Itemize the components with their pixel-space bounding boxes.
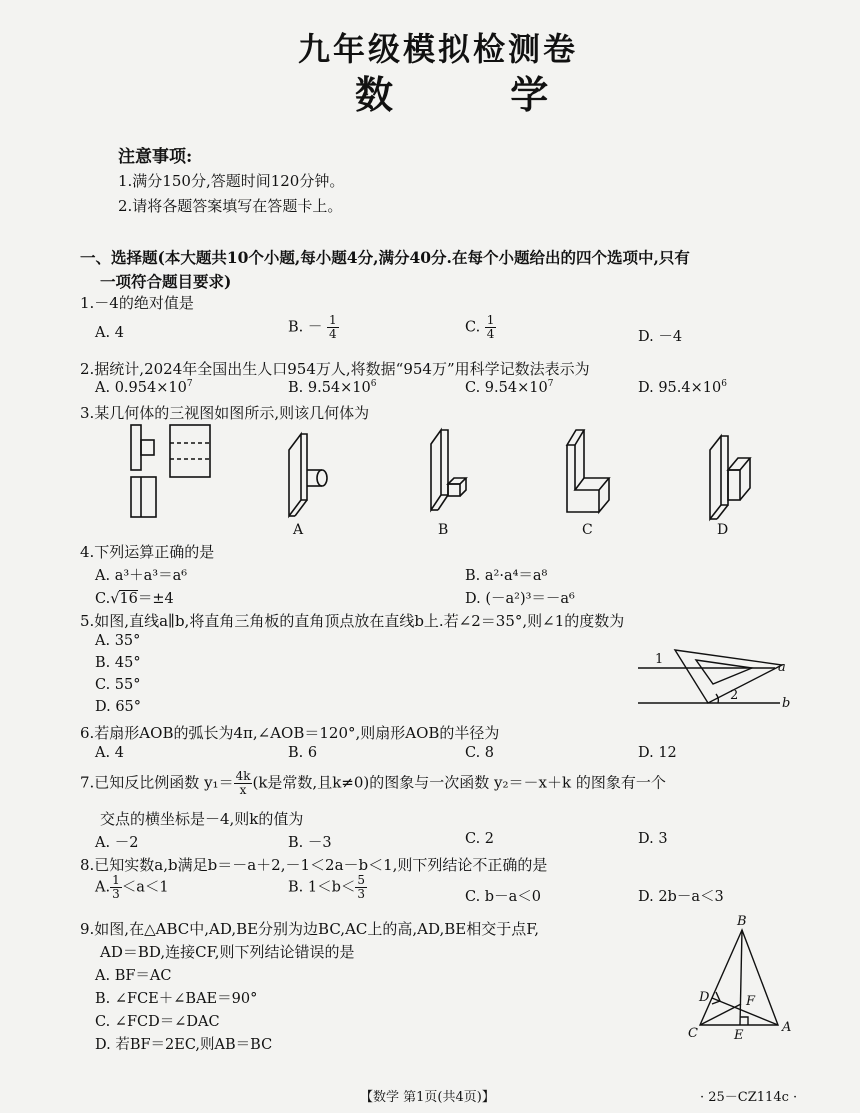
- q3-solid-b: [431, 430, 466, 510]
- q3-label-c: C: [582, 522, 593, 538]
- q9-option-c: C. ∠FCD＝∠DAC: [95, 1014, 220, 1030]
- q7-option-a: A. －2: [95, 835, 139, 851]
- q9-altitude-ad: [712, 998, 778, 1025]
- q6-option-d: D. 12: [638, 745, 677, 761]
- section-title-line1: 一、选择题(本大题共10个小题,每小题4分,满分40分.在每个小题给出的四个选项中,只有: [80, 248, 690, 267]
- q8-a-prefix: A.: [95, 879, 111, 896]
- q2-stem: 2.据统计,2024年全国出生人口954万人,将数据“954万”用科学记数法表示为: [80, 360, 590, 378]
- q3-solid-c: [567, 430, 609, 512]
- q9-label-f: F: [746, 994, 756, 1009]
- q5-angle-2-arc: [716, 694, 718, 703]
- q4-c-radicand: 16: [119, 591, 138, 607]
- q2-b-base: B. 9.54×10: [288, 379, 371, 396]
- q7-option-c: C. 2: [465, 831, 495, 847]
- q9-label-d: D: [699, 990, 710, 1005]
- q3-label-a: A: [293, 522, 304, 538]
- q3-label-d: D: [717, 522, 729, 538]
- subject-title: 数 学: [355, 72, 601, 117]
- q2-option-b: [288, 379, 377, 396]
- q8-option-c: C. b－a＜0: [465, 889, 541, 905]
- q3-label-b: B: [438, 522, 449, 538]
- q7-option-b: B. －3: [288, 835, 332, 851]
- q5-triangle-inner: [696, 660, 752, 684]
- notice-item-1: 1.满分150分,答题时间120分钟。: [118, 172, 345, 190]
- q1-option-c: [465, 314, 496, 341]
- q9-label-e: E: [734, 1028, 744, 1043]
- q2-c-base: C. 9.54×10: [465, 379, 548, 396]
- q1-option-c-prefix: C.: [465, 319, 481, 336]
- q5-label-1: 1: [655, 652, 664, 667]
- q1-option-b-prefix: B. －: [288, 319, 323, 336]
- q6-option-b: B. 6: [288, 745, 318, 761]
- q5-option-c: C. 55°: [95, 677, 141, 693]
- q1-option-a: A. 4: [95, 325, 124, 341]
- q3-side-view: [170, 425, 210, 477]
- q5-option-a: A. 35°: [95, 633, 141, 649]
- q1-option-d: D. －4: [638, 329, 683, 345]
- q5-triangle-outer: [675, 650, 782, 703]
- q9-label-b: B: [737, 914, 747, 929]
- q3-three-views: [131, 425, 210, 517]
- q1-option-c-frac: [485, 314, 497, 341]
- q5-option-b: B. 45°: [95, 655, 141, 671]
- notice-heading: 注意事项:: [118, 147, 193, 167]
- q9-altitude-be: [740, 930, 742, 1025]
- q9-figure: [700, 930, 778, 1025]
- q8-option-d: D. 2b－a＜3: [638, 889, 724, 905]
- q1-b-den: 4: [328, 327, 337, 341]
- q5-stem: 5.如图,直线a∥b,将直角三角板的直角顶点放在直线b上.若∠2＝35°,则∠1的度数为: [80, 612, 625, 630]
- notice-item-2: 2.请将各题答案填写在答题卡上。: [118, 197, 343, 215]
- q1-option-b-frac: [327, 314, 339, 341]
- q8-stem: 8.已知实数a,b满足b＝－a＋2,－1＜2a－b＜1,则下列结论不正确的是: [80, 856, 548, 874]
- q8-a-frac: [110, 874, 122, 901]
- q6-option-a: A. 4: [95, 745, 124, 761]
- q7-stem-suffix: (k是常数,且k≠0)的图象与一次函数 y₂＝－x＋k 的图象有一个: [252, 773, 666, 792]
- q3-solid-d: [710, 436, 750, 519]
- footer-page-info: 【数学 第1页(共4页)】: [360, 1090, 495, 1105]
- q9-stem-line1: 9.如图,在△ABC中,AD,BE分别为边BC,AC上的高,AD,BE相交于点F,: [80, 920, 540, 938]
- q5-option-d: D. 65°: [95, 699, 142, 715]
- q1-c-num: 1: [486, 313, 495, 327]
- q2-option-a: [95, 379, 193, 396]
- q2-a-exp: 7: [186, 379, 193, 389]
- q1-stem: 1.－4的绝对值是: [80, 294, 194, 312]
- q7-stem-prefix: 7.已知反比例函数 y₁＝: [80, 773, 234, 792]
- q2-d-base: D. 95.4×10: [638, 379, 722, 396]
- q5-label-b: b: [782, 696, 791, 711]
- q9-stem-line2: AD＝BD,连接CF,则下列结论错误的是: [100, 943, 355, 961]
- q8-a-den: 3: [112, 887, 120, 901]
- q3-stem: 3.某几何体的三视图如图所示,则该几何体为: [80, 404, 370, 422]
- q1-b-num: 1: [328, 313, 337, 327]
- q4-c-prefix: C.: [95, 591, 111, 607]
- q4-option-a: A. a³＋a³＝a⁶: [95, 568, 188, 584]
- q8-b-den: 3: [357, 887, 366, 901]
- q8-b-num: 5: [357, 873, 366, 887]
- q5-label-2: 2: [730, 688, 739, 703]
- q3-top-view: [131, 477, 156, 517]
- q9-right-angle-e: [740, 1017, 748, 1025]
- q2-option-d: [638, 379, 727, 396]
- q7-frac-den: x: [239, 783, 247, 797]
- q4-option-b: B. a²·a⁴＝a⁸: [465, 568, 548, 584]
- q9-right-angle-d: [712, 992, 720, 1004]
- q2-d-exp: 6: [721, 379, 727, 389]
- q2-b-exp: 6: [370, 379, 377, 389]
- q9-label-c: C: [688, 1026, 698, 1041]
- q4-c-suffix: ＝±4: [137, 591, 174, 607]
- q8-a-num: 1: [112, 873, 120, 887]
- q8-option-b: [288, 874, 367, 901]
- q9-triangle-abc: [700, 930, 778, 1025]
- section-title-line2: 一项符合题目要求): [100, 272, 232, 291]
- q8-a-suffix: ＜a＜1: [121, 879, 169, 896]
- q9-option-a: A. BF＝AC: [95, 968, 172, 984]
- q6-option-c: C. 8: [465, 745, 495, 761]
- q7-stem-line2: 交点的横坐标是－4,则k的值为: [100, 810, 304, 828]
- q7-frac: [234, 770, 253, 797]
- q7-frac-num: 4k: [235, 769, 251, 783]
- q7-option-d: D. 3: [638, 831, 668, 847]
- q8-b-frac: [355, 874, 367, 901]
- q4-option-c: C.√16＝±4: [95, 591, 174, 607]
- q1-c-den: 4: [486, 327, 495, 341]
- exam-title: 九年级模拟检测卷: [298, 30, 579, 68]
- q1-option-b: [288, 314, 339, 341]
- q3-solid-a: [289, 434, 327, 516]
- q9-segment-cf: [700, 1004, 741, 1025]
- q5-label-a: a: [778, 660, 786, 675]
- q4-stem: 4.下列运算正确的是: [80, 543, 215, 561]
- footer-code: · 25－CZ114c ·: [700, 1090, 798, 1105]
- q7-stem: [80, 770, 666, 797]
- q8-b-prefix: B. 1＜b＜: [288, 879, 356, 896]
- q6-stem: 6.若扇形AOB的弧长为4π,∠AOB＝120°,则扇形AOB的半径为: [80, 724, 500, 742]
- q2-a-base: A. 0.954×10: [95, 379, 187, 396]
- q3-front-view-stub: [141, 440, 154, 455]
- q4-option-d: D. (－a²)³＝－a⁶: [465, 591, 575, 607]
- q9-label-a: A: [782, 1020, 792, 1035]
- q9-option-d: D. 若BF＝2EC,则AB＝BC: [95, 1037, 273, 1053]
- q8-option-a: [95, 874, 169, 901]
- q3-front-view-plate: [131, 425, 141, 470]
- q2-option-c: [465, 379, 553, 396]
- q2-c-exp: 7: [547, 379, 554, 389]
- q9-option-b: B. ∠FCE＋∠BAE＝90°: [95, 991, 258, 1007]
